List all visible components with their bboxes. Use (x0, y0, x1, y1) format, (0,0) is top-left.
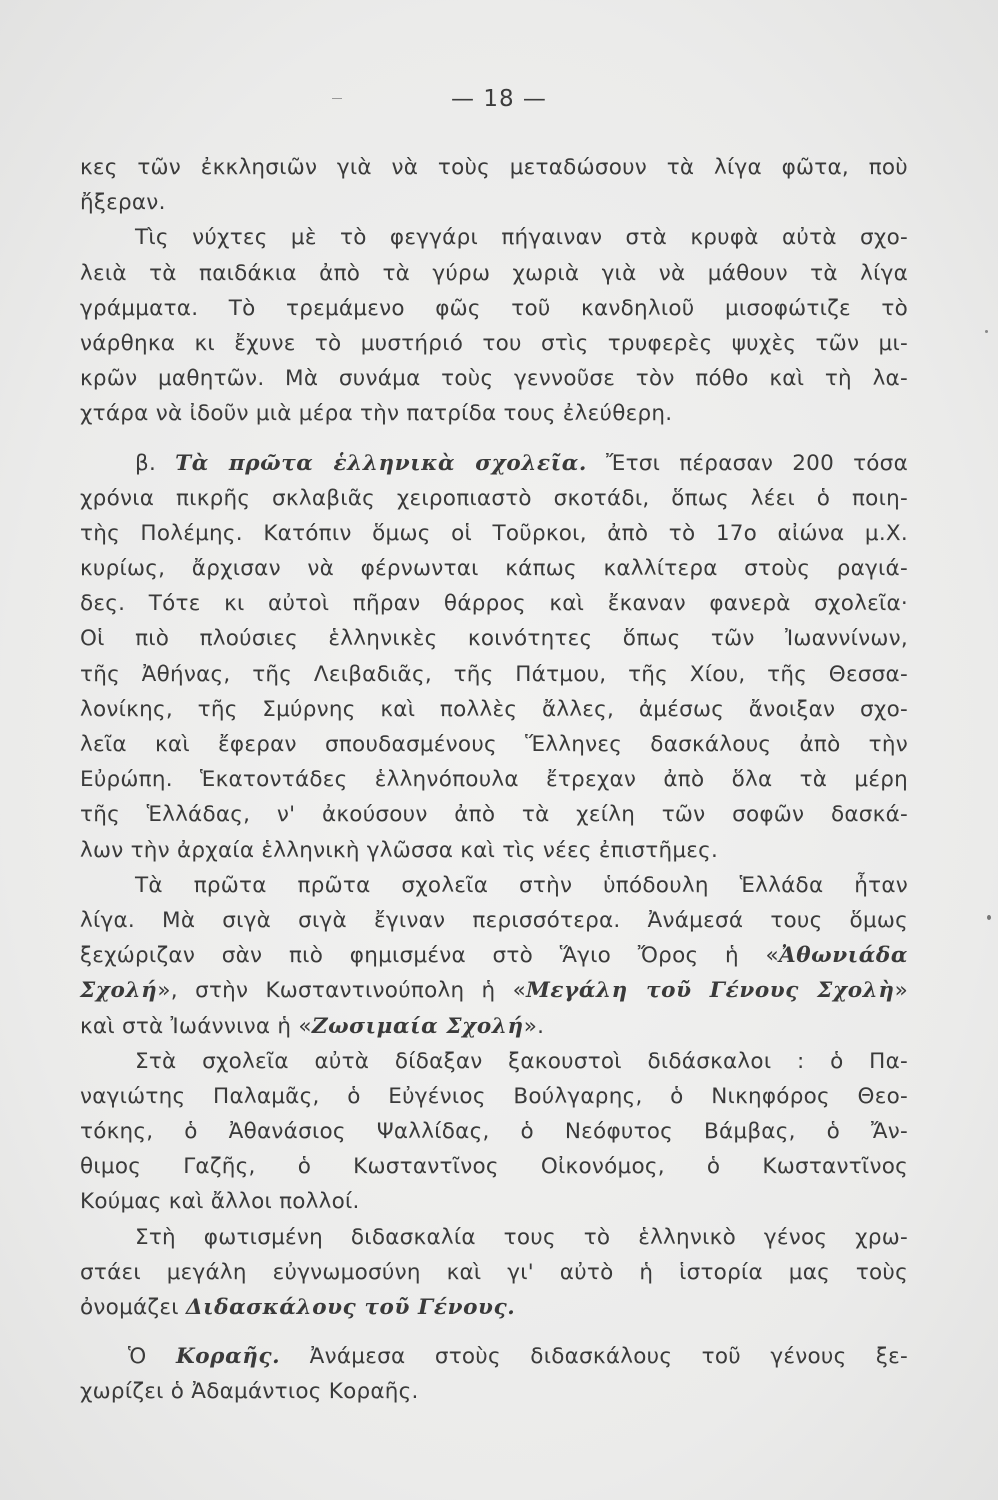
text-line: δες. Τότε κι αὐτοὶ πῆραν θάρρος καὶ ἔκαναν φανερὰ σχολεῖα· (80, 591, 908, 617)
school-name-megali: Μεγάλη τοῦ Γένους Σχολὴ (525, 978, 895, 1004)
text-line: γράμματα. Τὸ τρεμάμενο φῶς τοῦ κανδηλιοῦ μισοφώτιζε τὸ (80, 295, 908, 321)
text-line: τῆς Ἀθήνας, τῆς Λειβαδιᾶς, τῆς Πάτμου, τῆς Χίου, τῆς Θεσσα- (80, 661, 908, 687)
text-line (80, 1009, 908, 1044)
text-line: ἤξεραν. (80, 190, 166, 216)
text-line: ναγιώτης Παλαμᾶς, ὁ Εὐγένιος Βούλγαρης, ὁ Νικηφόρος Θεο- (80, 1083, 908, 1109)
text-line (80, 973, 908, 1008)
text-line: στάει μεγάλη εὐγνωμοσύνη καὶ γι' αὐτὸ ἡ ἱστορία μας τοὺς (80, 1259, 908, 1285)
text-line: τόκης, ὁ Ἀθανάσιος Ψαλλίδας, ὁ Νεόφυτος Βάμβας, ὁ Ἄν- (80, 1119, 908, 1145)
ink-speck (985, 330, 988, 333)
text-span: Ἀνάμεσα στοὺς διδασκάλους τοῦ γένους ξε- (280, 1344, 908, 1370)
section-heading-line (80, 446, 908, 481)
text-span: ». (523, 1013, 545, 1039)
text-line: Στὴ φωτισμένη διδασκαλία τους τὸ ἑλληνικὸ γένος χρω- (135, 1224, 908, 1250)
paragraph-gap (80, 432, 908, 446)
text-line: Στὰ σχολεῖα αὐτὰ δίδαξαν ξακουστοὶ διδάσκαλοι : ὁ Πα- (135, 1048, 908, 1074)
school-name-zosimaia: Ζωσιμαία Σχολή (311, 1013, 524, 1039)
text-line: Τὶς νύχτες μὲ τὸ φεγγάρι πήγαιναν στὰ κρυφὰ αὐτὰ σχο- (135, 225, 908, 251)
text-line: λειὰ τὰ παιδάκια ἀπὸ τὰ γύρω χωριὰ γιὰ νὰ μάθουν τὰ λίγα (80, 260, 908, 286)
text-line: Οἱ πιὸ πλούσιες ἑλληνικὲς κοινότητες ὅπως τῶν Ἰωαννίνων, (80, 626, 908, 652)
subsection-heading: Κοραῆς. (175, 1344, 281, 1370)
text-span: Ἔτσι πέρασαν 200 τόσα (586, 450, 908, 476)
text-span: ξεχώριζαν σὰν πιὸ φημισμένα στὸ Ἅγιο Ὄρος ἡ « (80, 943, 779, 969)
school-name-athoniada: Ἀθωνιάδα (778, 943, 908, 969)
text-line: χτάρα νὰ ἰδοῦν μιὰ μέρα τὴν πατρίδα τους ἐλεύθερη. (80, 401, 673, 427)
text-line: χωρίζει ὁ Ἀδαμάντιος Κοραῆς. (80, 1379, 419, 1405)
text-span: καὶ στὰ Ἰωάννινα ἡ « (80, 1013, 312, 1039)
text-span: », στὴν Κωσταντινούπολη ἡ « (157, 978, 526, 1004)
section-heading: Τὰ πρῶτα ἑλληνικὰ σχολεῖα. (175, 450, 587, 476)
text-line: λίγα. Μὰ σιγὰ σιγὰ ἔγιναν περισσότερα. Ἀνάμεσά τους ὅμως (80, 907, 908, 933)
text-line: λεῖα καὶ ἔφεραν σπουδασμένους Ἕλληνες δασκάλους ἀπὸ τὴν (80, 732, 908, 757)
school-name-athoniada: Σχολή (80, 978, 158, 1004)
paragraph-gap (80, 1325, 908, 1339)
text-line: τὴς Πολέμης. Κατόπιν ὅμως οἱ Τοῦρκοι, ἀπὸ τὸ 17ο αἰώνα μ.Χ. (80, 520, 908, 546)
section-letter: β. (135, 450, 176, 476)
text-span: » (894, 978, 908, 1004)
text-span: ὀνομάζει (80, 1295, 186, 1320)
text-line: Τὰ πρῶτα πρῶτα σχολεῖα στὴν ὑπόδουλη Ἑλλάδα ἦταν (135, 872, 908, 898)
text-line: χρόνια πικρῆς σκλαβιᾶς χειροπιαστὸ σκοτάδι, ὅπως λέει ὁ ποιη- (80, 485, 908, 511)
text-line (80, 1290, 908, 1325)
text-line: λονίκης, τῆς Σμύρνης καὶ πολλὲς ἄλλες, ἀμέσως ἄνοιξαν σχο- (80, 696, 908, 722)
emphasis-title: Διδασκάλους τοῦ Γένους. (185, 1295, 516, 1320)
body-text (80, 150, 908, 1410)
text-line: κρῶν μαθητῶν. Μὰ συνάμα τοὺς γεννοῦσε τὸν πόθο καὶ τὴ λα- (80, 366, 908, 392)
text-line (80, 1339, 908, 1374)
page-number: — 18 — (451, 86, 547, 112)
text-line: λων τὴν ἀρχαία ἑλληνικὴ γλῶσσα καὶ τὶς νέες ἐπιστῆμες. (80, 837, 719, 863)
text-line: Εὐρώπη. Ἑκατοντάδες ἑλληνόπουλα ἔτρεχαν ἀπὸ ὅλα τὰ μέρη (80, 767, 908, 793)
text-line: θιμος Γαζῆς, ὁ Κωσταντῖνος Οἰκονόμος, ὁ Κωσταντῖνος (80, 1154, 908, 1180)
text-line: Κούμας καὶ ἄλλοι πολλοί. (80, 1189, 360, 1215)
text-line: νάρθηκα κι ἔχυνε τὸ μυστήριό του στὶς τρυφερὲς ψυχὲς τῶν μι- (80, 330, 908, 356)
text-line: τῆς Ἑλλάδας, ν' ἀκούσουν ἀπὸ τὰ χείλη τῶν σοφῶν δασκά- (80, 802, 908, 828)
ink-speck (987, 915, 991, 920)
text-line (80, 938, 908, 973)
text-line: κυρίως, ἄρχισαν νὰ φέρνωνται κάπως καλλίτερα στοὺς ραγιά- (80, 556, 908, 582)
text-line: κες τῶν ἐκκλησιῶν γιὰ νὰ τοὺς μεταδώσουν τὰ λίγα φῶτα, ποὺ (80, 155, 908, 180)
text-span: Ὁ (128, 1344, 176, 1370)
